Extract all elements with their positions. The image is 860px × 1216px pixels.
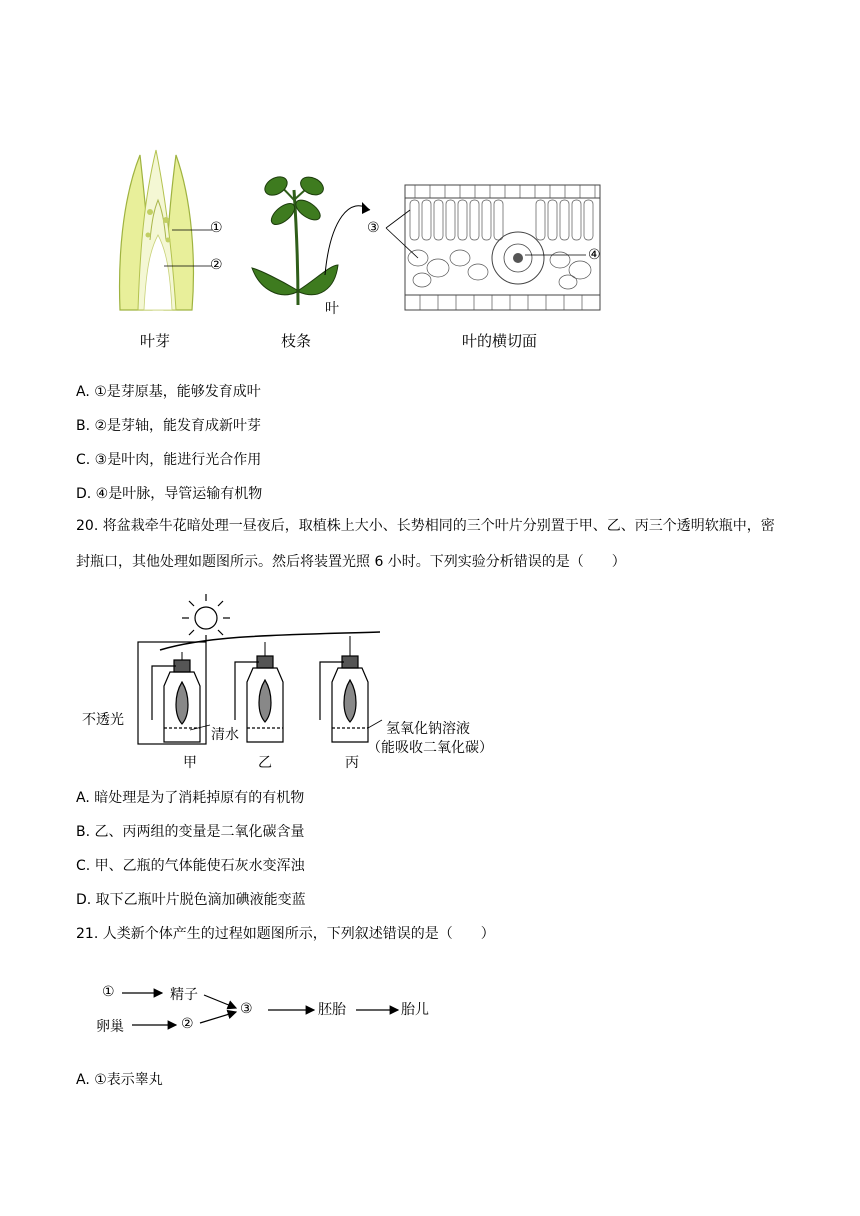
bottle-label-yi: 乙: [258, 755, 272, 771]
caption-leaf-bud: 叶芽: [140, 332, 171, 350]
figure-q20-drawing: [130, 590, 400, 750]
q20-option-a: A. 暗处理是为了消耗掉原有的有机物: [76, 790, 305, 806]
q21-stem: 21. 人类新个体产生的过程如题图所示，下列叙述错误的是（ ）: [76, 926, 495, 942]
flow-embryo: 胚胎: [318, 1002, 346, 1018]
q20-stem: 20. 将盆栽牵牛花暗处理一昼夜后，取植株上大小、长势相同的三个叶片分别置于甲、乙、丙三个透明软瓶中，密封瓶口，其他处理如题图所示。然后将装置光照 6 小时。下列实验分析错误的是（ ）: [76, 518, 775, 570]
q19-option-d: D. ④是叶脉，导管运输有机物: [76, 486, 263, 502]
flow-fetus: 胎儿: [401, 1002, 429, 1018]
bottle-label-jia: 甲: [183, 755, 197, 771]
flow-node-3: ③: [240, 1001, 253, 1017]
figure-q19-drawing: [100, 140, 620, 320]
caption-twig: 枝条: [281, 332, 312, 350]
bottle-label-bing: 丙: [345, 755, 359, 771]
flow-node-2: ②: [181, 1016, 194, 1032]
marker-4: ④: [588, 247, 601, 263]
flow-sperm: 精子: [170, 987, 198, 1003]
leaf-cross-section-drawing: [386, 185, 600, 310]
marker-1: ①: [210, 220, 223, 236]
q19-option-a: A. ①是芽原基，能够发育成叶: [76, 384, 261, 400]
q19-option-b: B. ②是芽轴，能发育成新叶芽: [76, 418, 262, 434]
caption-leaf-cross-section: 叶的横切面: [462, 332, 538, 350]
flow-ovary: 卵巢: [96, 1019, 124, 1035]
q19-option-c: C. ③是叶肉，能进行光合作用: [76, 452, 262, 468]
flow-arrows: [90, 980, 450, 1040]
bottle-bing: [320, 656, 382, 742]
water-label: 清水: [211, 727, 239, 743]
sun-icon: [182, 594, 230, 642]
q20-option-d: D. 取下乙瓶叶片脱色滴加碘液能变蓝: [76, 892, 306, 908]
q21-option-a: A. ①表示睾丸: [76, 1072, 163, 1088]
marker-2: ②: [210, 257, 223, 273]
marker-3: ③: [367, 220, 380, 236]
leaf-bud-drawing: [120, 150, 212, 310]
twig-drawing: [252, 173, 370, 305]
leaf-label: 叶: [325, 301, 339, 317]
bottle-yi: [235, 656, 283, 742]
q20-option-b: B. 乙、丙两组的变量是二氧化碳含量: [76, 824, 305, 840]
naoh-note: （能吸收二氧化碳）: [367, 740, 493, 756]
q20-option-c: C. 甲、乙瓶的气体能使石灰水变浑浊: [76, 858, 305, 874]
naoh-label: 氢氧化钠溶液: [386, 721, 470, 737]
flow-node-1: ①: [102, 984, 115, 1000]
opaque-label: 不透光: [82, 712, 124, 728]
